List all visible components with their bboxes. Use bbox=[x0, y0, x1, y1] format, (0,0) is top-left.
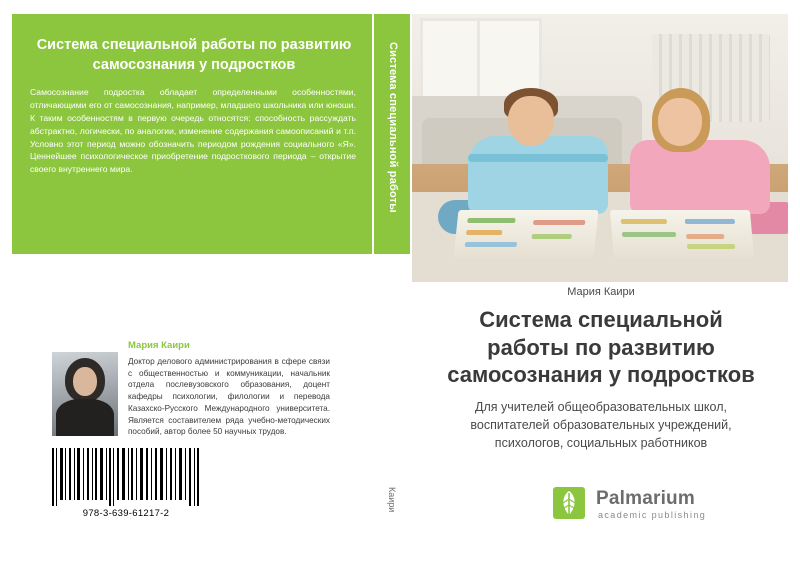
author-portrait bbox=[52, 352, 118, 436]
spine-author-wrap bbox=[374, 470, 410, 530]
publisher-tagline: academic publishing bbox=[598, 510, 707, 520]
photo-boy-shirt-stripe bbox=[468, 154, 608, 162]
isbn-number: 978-3-639-61217-2 bbox=[82, 508, 170, 519]
photo-boy-head bbox=[508, 96, 554, 146]
publisher-name: Palmarium bbox=[596, 488, 695, 509]
front-cover-title: Система специальной работы по развитию самосознания у подростков bbox=[447, 307, 755, 388]
palmarium-leaf-icon bbox=[552, 486, 586, 520]
front-cover-author: Мария Каири bbox=[567, 286, 635, 298]
photo-open-book-right bbox=[610, 210, 754, 258]
cover-photo-children-reading bbox=[412, 14, 788, 282]
barcode-icon bbox=[52, 448, 200, 506]
photo-girl-body bbox=[630, 140, 770, 214]
portrait-body-shape bbox=[56, 399, 114, 436]
spine-title-wrap bbox=[374, 14, 410, 254]
photo-girl-face bbox=[664, 106, 698, 140]
back-cover-title: Система специальной работы по развитию самосознания у подростков bbox=[36, 37, 352, 73]
back-cover-author-bio: Доктор делового администрирования в сфере связи с общественностью и коммуникации, начальник отдела послевузовского образования, доцент кафедры психологии, филологии и перевода Казахско-Русского Международного университета. Является составителем ряда учебно-методических пособий, автор более 50 научных трудов. bbox=[128, 357, 330, 437]
photo-boy-body bbox=[468, 136, 608, 214]
portrait-face-shape bbox=[73, 367, 97, 396]
photo-open-book-left bbox=[453, 210, 598, 258]
back-cover-author-name: Мария Каири bbox=[128, 340, 190, 351]
barcode-block bbox=[52, 448, 200, 522]
back-cover-blurb: Самосознание подростка обладает определенными особенностями, отличающими его от самосознания, например, младшего школьника или юноши. К таким особенностям в первую очередь относятся: способность рассуждать абстрактно, логически, по аналогии, изменение содержания самоописаний и т.п. Условно этот период можно обозначить периодом рождения социального «Я». Ценнейшее психологическое приобретение подросткового периода – открытие своего внутреннего мира. bbox=[30, 87, 356, 175]
spine-title: Система специальной работы bbox=[386, 42, 399, 213]
spine-author: Каири bbox=[387, 487, 397, 513]
front-cover-subtitle: Для учителей общеобразовательных школ, воспитателей образовательных учреждений, психологов, социальных работников bbox=[470, 400, 732, 451]
publisher-logo bbox=[552, 486, 734, 532]
